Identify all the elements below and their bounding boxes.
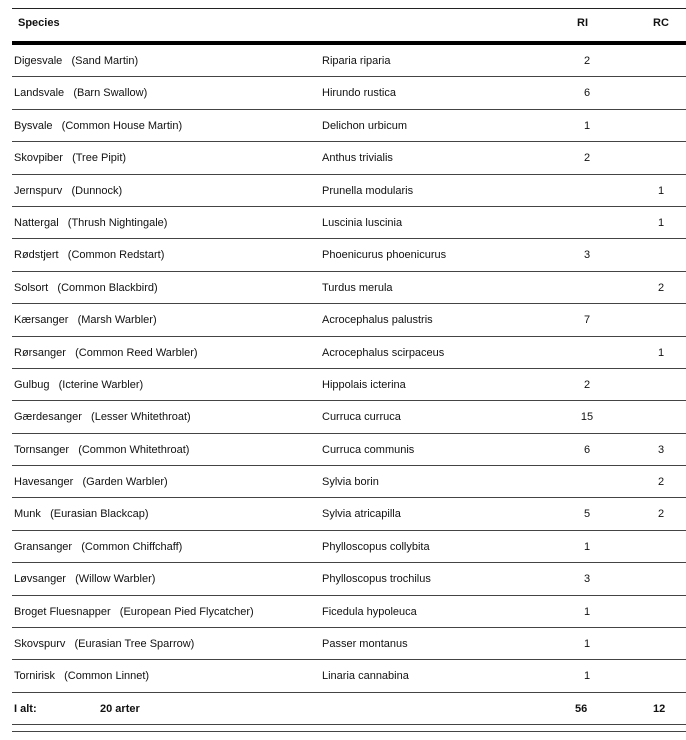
rc-value: 3 [657,443,665,456]
table-row [12,401,686,433]
species-name: Solsort (Common Blackbird) [14,281,158,294]
rc-value: 1 [657,184,665,197]
latin-name: Ficedula hypoleuca [322,605,417,618]
latin-name: Riparia riparia [322,55,391,67]
rc-value: 1 [657,346,665,359]
latin-name: Acrocephalus palustris [322,314,433,327]
species-name: Skovpiber (Tree Pipit) [14,152,127,165]
table-row [12,272,686,304]
table-row [12,466,686,498]
species-name: Tornsanger (Common Whitethroat) [14,443,190,456]
species-name: Skovspurv (Eurasian Tree Sparrow) [14,638,195,651]
species-name: Munk (Eurasian Blackcap) [14,508,149,521]
species-name: Digesvale (Sand Martin) [14,55,139,67]
latin-name: Phylloscopus collybita [322,540,430,553]
ri-value: 1 [583,540,591,553]
latin-name: Passer montanus [322,638,408,651]
table-row [12,304,686,336]
species-name: Kærsanger (Marsh Warbler) [14,314,157,327]
species-table [12,8,686,732]
latin-name: Acrocephalus scirpaceus [322,346,445,359]
header-rc: RC [653,17,669,29]
ri-value: 7 [583,314,591,327]
latin-name: Prunella modularis [322,184,414,197]
species-name: Broget Fluesnapper (European Pied Flycatcher) [14,605,254,618]
table-row [12,110,686,142]
latin-name: Delichon urbicum [322,119,407,132]
total-rc: 12 [653,702,666,715]
species-name: Tornirisk (Common Linnet) [14,670,150,683]
latin-name: Phoenicurus phoenicurus [322,249,447,262]
ri-value: 3 [583,249,591,262]
ri-value: 15 [580,411,594,424]
ri-value: 2 [583,378,591,391]
latin-name: Anthus trivialis [322,152,393,165]
species-name: Nattergal (Thrush Nightingale) [14,216,168,229]
table-end-rule [12,725,686,732]
species-name: Landsvale (Barn Swallow) [14,87,148,100]
table-row [12,531,686,563]
ri-value: 2 [583,55,591,67]
table-row [12,369,686,401]
table-row [12,45,686,77]
total-label: I alt: [14,702,37,715]
total-count: 20 arter [100,702,140,715]
species-name: Rødstjert (Common Redstart) [14,249,165,262]
ri-value: 6 [583,87,591,100]
species-name: Rørsanger (Common Reed Warbler) [14,346,198,359]
latin-name: Luscinia luscinia [322,216,403,229]
species-name: Bysvale (Common House Martin) [14,119,183,132]
ri-value: 3 [583,573,591,586]
species-name: Jernspurv (Dunnock) [14,184,123,197]
table-row [12,660,686,692]
ri-value: 2 [583,152,591,165]
table-row [12,77,686,109]
ri-value: 1 [583,605,591,618]
table-row [12,563,686,595]
ri-value: 1 [583,638,591,651]
latin-name: Curruca curruca [322,411,401,424]
latin-name: Sylvia borin [322,476,379,489]
species-name: Løvsanger (Willow Warbler) [14,573,156,586]
species-name: Gransanger (Common Chiffchaff) [14,540,183,553]
rc-value: 1 [657,216,665,229]
rc-value: 2 [657,476,665,489]
table-row [12,628,686,660]
table-row [12,239,686,271]
ri-value: 1 [583,670,591,683]
table-row [12,175,686,207]
species-name: Gærdesanger (Lesser Whitethroat) [14,411,191,424]
latin-name: Hippolais icterina [322,378,406,391]
species-name: Havesanger (Garden Warbler) [14,476,168,489]
table-row [12,434,686,466]
latin-name: Curruca communis [322,443,415,456]
ri-value: 5 [583,508,591,521]
latin-name: Phylloscopus trochilus [322,573,431,586]
header-ri: RI [577,17,588,29]
total-row [12,693,686,725]
rc-value: 2 [657,508,665,521]
table-row [12,596,686,628]
header-species: Species [18,17,60,29]
latin-name: Turdus merula [322,281,393,294]
rc-value: 2 [657,281,665,294]
ri-value: 6 [583,443,591,456]
table-row [12,498,686,530]
latin-name: Sylvia atricapilla [322,508,401,521]
total-ri: 56 [575,702,588,715]
latin-name: Linaria cannabina [322,670,409,683]
table-row [12,337,686,369]
table-row [12,207,686,239]
table-body [12,45,686,693]
species-name: Gulbug (Icterine Warbler) [14,378,144,391]
latin-name: Hirundo rustica [322,87,396,100]
table-header [12,8,686,45]
ri-value: 1 [583,119,591,132]
table-row [12,142,686,174]
